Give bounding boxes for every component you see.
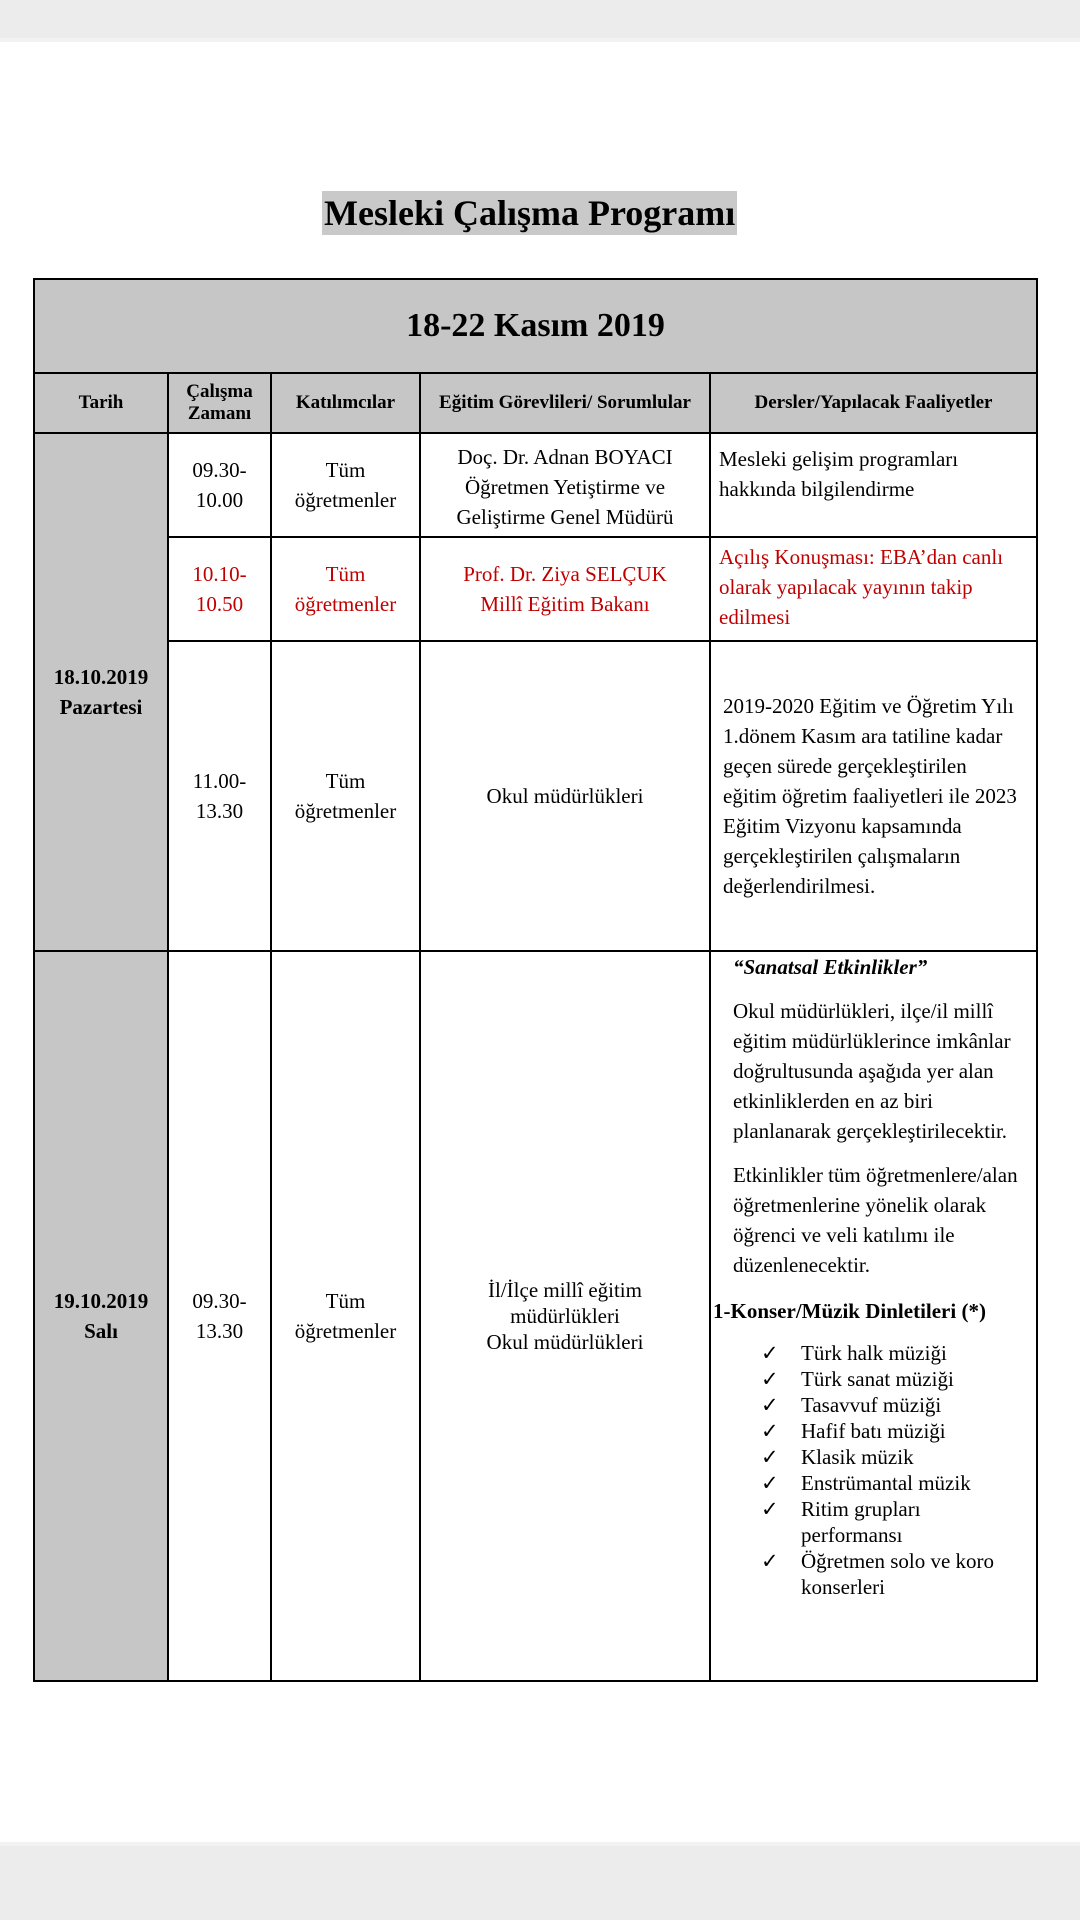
activity-paragraph: Etkinlikler tüm öğretmenlere/alan öğretmenlerine yönelik olarak öğrenci ve veli katılımı ile düzenlenecektir. <box>733 1163 1018 1277</box>
period-header: 18-22 Kasım 2019 <box>34 279 1037 373</box>
table-row <box>34 433 1037 537</box>
check-icon: ✓ <box>761 1471 779 1495</box>
staff-cell <box>420 537 710 641</box>
participants-cell: Tüm öğretmenler <box>271 537 420 641</box>
staff-line: Okul müdürlükleri <box>486 1330 644 1354</box>
check-icon: ✓ <box>761 1497 779 1521</box>
header-date: Tarih <box>34 373 168 433</box>
activity-cell <box>710 951 1037 1681</box>
time-cell: 10.10-10.50 <box>168 537 271 641</box>
staff-title: Öğretmen Yetiştirme ve Geliştirme Genel Müdürü <box>456 475 674 529</box>
check-icon: ✓ <box>761 1393 779 1417</box>
staff-line: İl/İlçe millî eğitim <box>488 1278 642 1302</box>
staff-name: Doç. Dr. Adnan BOYACI <box>457 445 673 469</box>
list-item-label: Öğretmen solo ve koro konserleri <box>801 1549 995 1599</box>
activity-cell: 2019-2020 Eğitim ve Öğretim Yılı 1.dönem Kasım ara tatiline kadar geçen sürede gerçekleştirilen eğitim öğretim faaliyetleri ile 2023 Eğitim Vizyonu kapsamında gerçekleştirilen çalışmaların değerlendirilmesi. <box>710 641 1037 951</box>
staff-title: Millî Eğitim Bakanı <box>480 592 650 616</box>
list-item-label: Türk halk müziği <box>801 1341 947 1365</box>
list-item-label: Tasavvuf müziği <box>801 1393 942 1417</box>
list-item <box>761 1366 1026 1392</box>
activity-cell: Mesleki gelişim programları hakkında bilgilendirme <box>710 433 1037 537</box>
list-item <box>761 1548 1026 1600</box>
bottom-bar <box>0 1846 1080 1920</box>
list-item-label: Türk sanat müziği <box>801 1367 954 1391</box>
date-day2: 19.10.2019 <box>53 1289 149 1313</box>
activity-paragraph: Okul müdürlükleri, ilçe/il millî eğitim müdürlüklerince imkânlar doğrultusunda aşağıda yer alan etkinliklerden en az biri planlanarak gerçekleştirilecektir. <box>733 999 1011 1143</box>
time-cell: 09.30-13.30 <box>168 951 271 1681</box>
list-item <box>761 1418 1026 1444</box>
weekday-day2: Salı <box>84 1319 118 1343</box>
list-item <box>761 1340 1026 1366</box>
activity-cell: Açılış Konuşması: EBA’dan canlı olarak yapılacak yayının takip edilmesi <box>710 537 1037 641</box>
staff-name: Prof. Dr. Ziya SELÇUK <box>463 562 667 586</box>
staff-cell: Okul müdürlükleri <box>420 641 710 951</box>
activity-heading: “Sanatsal Etkinlikler” <box>733 955 928 979</box>
table-row <box>34 951 1037 1681</box>
staff-cell <box>420 951 710 1681</box>
program-table <box>33 278 1038 1682</box>
time-cell: 09.30-10.00 <box>168 433 271 537</box>
concert-heading: 1-Konser/Müzik Dinletileri (*) <box>713 1299 986 1323</box>
list-item <box>761 1444 1026 1470</box>
list-item-label: Enstrümantal müzik <box>801 1471 971 1495</box>
top-bar <box>0 0 1080 38</box>
header-activities: Dersler/Yapılacak Faaliyetler <box>710 373 1037 433</box>
list-item-label: Ritim grupları performansı <box>801 1497 921 1547</box>
check-icon: ✓ <box>761 1445 779 1469</box>
music-list <box>721 1340 1026 1600</box>
header-participants: Katılımcılar <box>271 373 420 433</box>
header-time: Çalışma Zamanı <box>168 373 271 433</box>
header-staff: Eğitim Görevlileri/ Sorumlular <box>420 373 710 433</box>
time-cell: 11.00-13.30 <box>168 641 271 951</box>
list-item <box>761 1496 1026 1548</box>
date-cell-day2 <box>34 951 168 1681</box>
table-row <box>34 537 1037 641</box>
page-title: Mesleki Çalışma Programı <box>324 193 736 233</box>
check-icon: ✓ <box>761 1367 779 1391</box>
participants-cell: Tüm öğretmenler <box>271 433 420 537</box>
weekday-day1: Pazartesi <box>59 695 143 719</box>
date-day1: 18.10.2019 <box>53 665 149 689</box>
check-icon: ✓ <box>761 1341 779 1365</box>
participants-cell: Tüm öğretmenler <box>271 641 420 951</box>
table-row <box>34 641 1037 951</box>
check-icon: ✓ <box>761 1419 779 1443</box>
list-item <box>761 1392 1026 1418</box>
list-item-label: Hafif batı müziği <box>801 1419 946 1443</box>
staff-line: müdürlükleri <box>510 1304 620 1328</box>
staff-cell <box>420 433 710 537</box>
list-item-label: Klasik müzik <box>801 1445 914 1469</box>
participants-cell: Tüm öğretmenler <box>271 951 420 1681</box>
date-cell-day1 <box>34 433 168 951</box>
check-icon: ✓ <box>761 1549 779 1573</box>
list-item <box>761 1470 1026 1496</box>
